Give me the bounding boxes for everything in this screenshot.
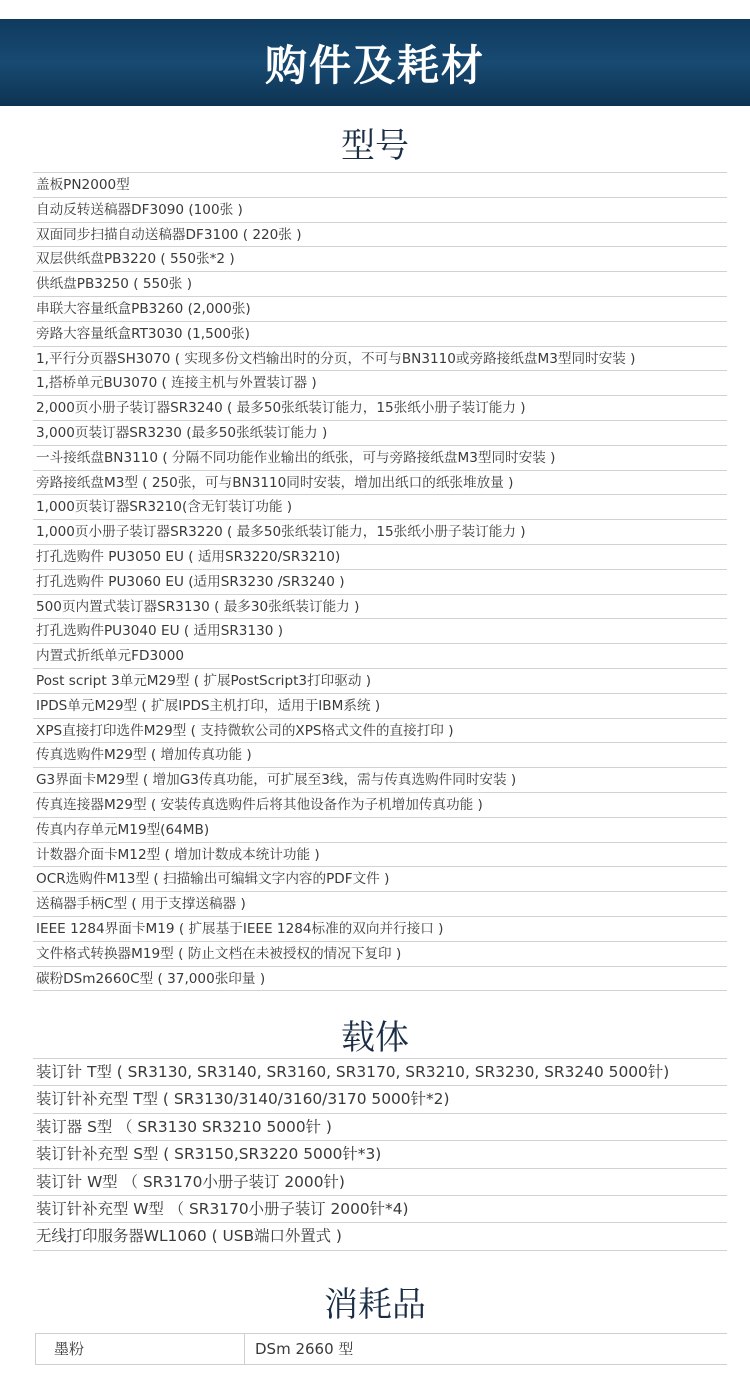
models-list-item: 传真选购件M29型 ( 增加传真功能 ) xyxy=(33,743,727,768)
models-list-item: 2,000页小册子装订器SR3240 ( 最多50张纸装订能力，15张纸小册子装订能力 ) xyxy=(33,396,727,421)
carriers-list-item: 装订针补充型 T型 ( SR3130/3140/3160/3170 5000针*2) xyxy=(33,1086,727,1113)
models-list-item: 打孔选购件 PU3060 EU (适用SR3230 /SR3240 ) xyxy=(33,570,727,595)
models-list-item: 500页内置式装订器SR3130 ( 最多30张纸装订能力 ) xyxy=(33,595,727,620)
consumable-name: 墨粉 xyxy=(35,1334,244,1364)
carriers-list-item: 装订针补充型 S型 ( SR3150,SR3220 5000针*3) xyxy=(33,1141,727,1168)
carriers-list xyxy=(33,1058,727,1251)
models-list-item: IEEE 1284界面卡M19 ( 扩展基于IEEE 1284标准的双向并行接口 ) xyxy=(33,917,727,942)
models-list-item: OCR选购件M13型 ( 扫描输出可编辑文字内容的PDF文件 ) xyxy=(33,867,727,892)
models-list-item: 双面同步扫描自动送稿器DF3100 ( 220张 ) xyxy=(33,223,727,248)
models-list-item: 打孔选购件 PU3050 EU ( 适用SR3220/SR3210) xyxy=(33,545,727,570)
models-list-item: 1,搭桥单元BU3070 ( 连接主机与外置装订器 ) xyxy=(33,371,727,396)
carriers-list-item: 装订器 S型 （ SR3130 SR3210 5000针 ) xyxy=(33,1114,727,1141)
carriers-list-item: 装订针 T型 ( SR3130, SR3140, SR3160, SR3170, SR3210, SR3230, SR3240 5000针) xyxy=(33,1059,727,1086)
models-list-item: 供纸盘PB3250 ( 550张 ) xyxy=(33,272,727,297)
section-title-consumables: 消耗品 xyxy=(324,1285,426,1325)
models-list-item: 计数器介面卡M12型 ( 增加计数成本统计功能 ) xyxy=(33,843,727,868)
models-list-item: 双层供纸盘PB3220 ( 550张*2 ) xyxy=(33,247,727,272)
consumables-table xyxy=(35,1333,727,1365)
models-list-item: 1,000页装订器SR3210(含无钉装订功能 ) xyxy=(33,495,727,520)
models-list-item: Post script 3单元M29型 ( 扩展PostScript3打印驱动 ) xyxy=(33,669,727,694)
models-list-item: 内置式折纸单元FD3000 xyxy=(33,644,727,669)
models-list-item: 串联大容量纸盒PB3260 (2,000张) xyxy=(33,297,727,322)
models-list-item: XPS直接打印选件M29型 ( 支持微软公司的XPS格式文件的直接打印 ) xyxy=(33,719,727,744)
models-list-item: G3界面卡M29型 ( 增加G3传真功能，可扩展至3线，需与传真选购件同时安装 ) xyxy=(33,768,727,793)
models-list-item: 传真内存单元M19型(64MB) xyxy=(33,818,727,843)
models-list-item: 一斗接纸盘BN3110 ( 分隔不同功能作业输出的纸张，可与旁路接纸盘M3型同时安装 ) xyxy=(33,446,727,471)
models-list-item: 1,000页小册子装订器SR3220 ( 最多50张纸装订能力，15张纸小册子装订能力 ) xyxy=(33,520,727,545)
section-title-models: 型号 xyxy=(341,126,409,166)
models-list-item: 传真连接器M29型 ( 安装传真选购件后将其他设备作为子机增加传真功能 ) xyxy=(33,793,727,818)
banner-title: 购件及耗材 xyxy=(264,40,485,90)
section-title-carriers: 载体 xyxy=(341,1018,409,1058)
carriers-list-item: 无线打印服务器WL1060 ( USB端口外置式 ) xyxy=(33,1223,727,1250)
models-list-item: IPDS单元M29型 ( 扩展IPDS主机打印，适用于IBM系统 ) xyxy=(33,694,727,719)
carriers-list-item: 装订针补充型 W型 （ SR3170小册子装订 2000针*4) xyxy=(33,1196,727,1223)
models-list-item: 文件格式转换器M19型 ( 防止文档在未被授权的情况下复印 ) xyxy=(33,942,727,967)
models-list-item: 自动反转送稿器DF3090 (100张 ) xyxy=(33,198,727,223)
models-list-item: 送稿器手柄C型 ( 用于支撑送稿器 ) xyxy=(33,892,727,917)
models-list-item: 打孔选购件PU3040 EU ( 适用SR3130 ) xyxy=(33,619,727,644)
carriers-list-item: 装订针 W型 （ SR3170小册子装订 2000针) xyxy=(33,1169,727,1196)
consumable-model: DSm 2660 型 xyxy=(244,1334,727,1364)
models-list-item: 3,000页装订器SR3230 (最多50张纸装订能力 ) xyxy=(33,421,727,446)
models-list-item: 1,平行分页器SH3070 ( 实现多份文档输出时的分页，不可与BN3110或旁路接纸盘M3型同时安装 ) xyxy=(33,347,727,372)
header-banner xyxy=(0,19,750,106)
models-list xyxy=(33,172,727,991)
models-list-item: 盖板PN2000型 xyxy=(33,173,727,198)
models-list-item: 碳粉DSm2660C型 ( 37,000张印量 ) xyxy=(33,967,727,992)
models-list-item: 旁路接纸盘M3型 ( 250张，可与BN3110同时安装，增加出纸口的纸张堆放量 ) xyxy=(33,471,727,496)
models-list-item: 旁路大容量纸盒RT3030 (1,500张) xyxy=(33,322,727,347)
